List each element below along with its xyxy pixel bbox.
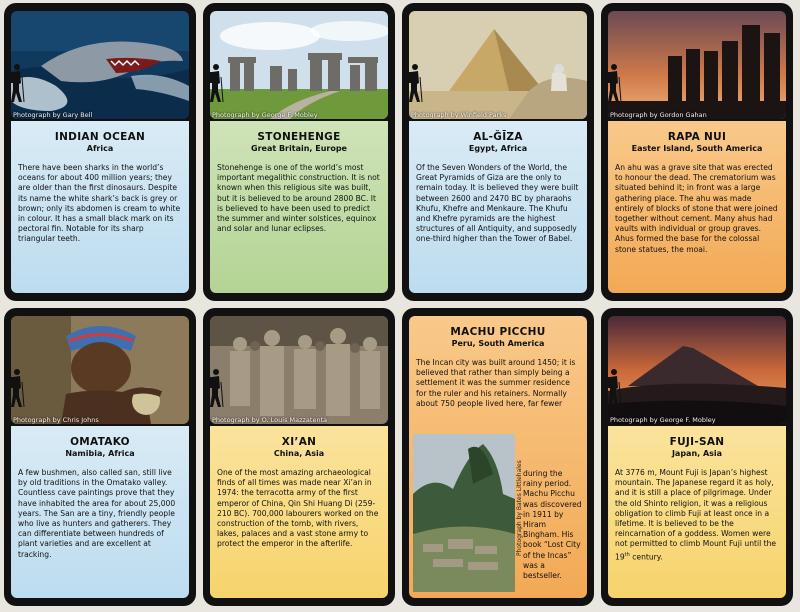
shark-photo: [11, 11, 189, 119]
stonehenge-photo: [210, 11, 388, 119]
photo-credit: Photograph by Gary Bell: [13, 111, 93, 119]
card-subtitle: Africa: [86, 144, 114, 153]
card-title: INDIAN OCEAN: [54, 131, 146, 143]
info-panel: [409, 316, 587, 598]
hiker-icon: [206, 368, 224, 408]
moai-photo: [608, 11, 786, 119]
card-machu-picchu[interactable]: [402, 308, 594, 606]
card-subtitle: Peru, South America: [451, 339, 545, 348]
card-text: An ahu was a grave site that was erected to honour the dead. The crematorium was situated behind it; in front was a large gathering place. The ahu was made entirely of blocks of stone that were joined together without cement. Many ahus had vaults with individual or group graves. Ahus formed the base for the colossal stone statues, the moai.: [615, 163, 778, 254]
hiker-icon: [405, 63, 423, 103]
hiker-icon: [604, 368, 622, 408]
card-subtitle: Easter Island, South America: [631, 144, 763, 153]
card-text: Of the Seven Wonders of the World, the Great Pyramids of Giza are the only to remain today. It is believed they were built between 2600 and 2470 BC by pharaohs Khufu, Khefre and Menkaure. The Khufu and Khefre pyramids are the highest structures of all Antiquity, and supposedly one-third higher than the Tower of Babel.: [416, 163, 579, 244]
hiker-icon: [604, 63, 622, 103]
card-text: The Incan city was built around 1450; it is believed that rather than simply being a settlement it was the summer residence for the ruler and his retainers. Normally about 750 people lived here, far fewer: [416, 358, 576, 408]
machu-picchu-photo: [413, 434, 515, 592]
card-indian-ocean[interactable]: [4, 3, 196, 301]
card-stonehenge[interactable]: [203, 3, 395, 301]
info-panel: [11, 426, 189, 598]
card-title: FUJI-SAN: [669, 436, 725, 448]
pyramid-photo: [409, 11, 587, 119]
photo-credit: Photograph by Winfield Parks: [411, 111, 507, 119]
card-text: At 3776 m, Mount Fuji is Japan’s highest mountain. The Japanese regard it as holy, and it is still a place of pilgrimage. Under the old Shinto religion, it was a religious obligation to climb Fuji at least once in a lifetime. It is believed to be the reincarnation of a goddess. Women were not permitted to climb Mount Fuji until the 19th century.: [615, 468, 777, 562]
card-subtitle: Great Britain, Europe: [251, 144, 347, 153]
card-xian[interactable]: [203, 308, 395, 606]
card-title: MACHU PICCHU: [450, 326, 546, 338]
card-fuji-san[interactable]: [601, 308, 793, 606]
card-subtitle: Namibia, Africa: [65, 449, 135, 458]
info-panel: [608, 426, 786, 598]
card-omatako[interactable]: [4, 308, 196, 606]
card-text-side: during the rainy period. Machu Picchu was discovered in 1911 by Hiram Bingham. His book “Lost City of the Incas” was a bestseller.: [523, 469, 582, 581]
card-text: Stonehenge is one of the world’s most important megalithic construction. It is not known when this religious site was built, but it is believed to be around 2800 BC. It is believed to have been used to predict the summer and winter solstices, equinox and solar and lunar eclipses.: [217, 163, 380, 234]
card-subtitle: Egypt, Africa: [468, 144, 528, 153]
mount-fuji-photo: [608, 316, 786, 424]
card-subtitle: Japan, Asia: [671, 449, 723, 458]
info-panel: [210, 426, 388, 598]
info-panel: [11, 121, 189, 293]
photo-credit: Photograph by O. Louis Mazzatenta: [212, 416, 328, 424]
info-panel: [608, 121, 786, 293]
hiker-icon: [206, 63, 224, 103]
card-title: AL-ĞĪZA: [473, 131, 523, 143]
card-title: OMATAKO: [70, 436, 130, 448]
terracotta-army-photo: [210, 316, 388, 424]
card-rapa-nui[interactable]: [601, 3, 793, 301]
card-text: A few bushmen, also called san, still live by old traditions in the Omatako valley. Countless cave paintings prove that they have inhabited the area for about 25,000 years. The San are a tiny, friendly people who live as hunters and gatherers. They can differentiate between hundreds of plant varieties and are excellent at tracking.: [18, 468, 176, 559]
hiker-icon: [7, 63, 25, 103]
info-panel: [210, 121, 388, 293]
photo-credit: Photograph by Gordon Gahan: [610, 111, 707, 119]
card-title: STONEHENGE: [257, 131, 341, 143]
card-al-giza[interactable]: [402, 3, 594, 301]
info-panel: [409, 121, 587, 293]
card-title: XI’AN: [281, 436, 317, 448]
photo-credit: Photograph by George F. Mobley: [610, 416, 716, 424]
photo-credit: Photograph by Chris Johns: [13, 416, 99, 424]
bushman-photo: [11, 316, 189, 424]
photo-credit: Photograph by George F. Mobley: [212, 111, 318, 119]
card-title: RAPA NUI: [667, 131, 727, 143]
hiker-icon: [7, 368, 25, 408]
card-text: One of the most amazing archaeological finds of all times was made near Xi’an in 1974: the terracotta army of the first emperor of China, Qin Shi Huang Di (259-210 BC). 700,000 labourers worked on the construction of the tomb, with rivers, lakes, palaces and a vast stone army to protect the emperor in the afterlife.: [217, 468, 379, 549]
card-subtitle: China, Asia: [273, 449, 325, 458]
photo-credit: Photograph by Bates Littlehales: [516, 460, 523, 556]
card-text: There have been sharks in the world’s oceans for about 400 million years; they are older than the first dinosaurs. Despite its name the white shark’s back is grey or brown; only its abdomen is cream to white in colour. It has a small black mark on its pectoral fin. Notable for its sharp triangular teeth.: [18, 163, 181, 244]
